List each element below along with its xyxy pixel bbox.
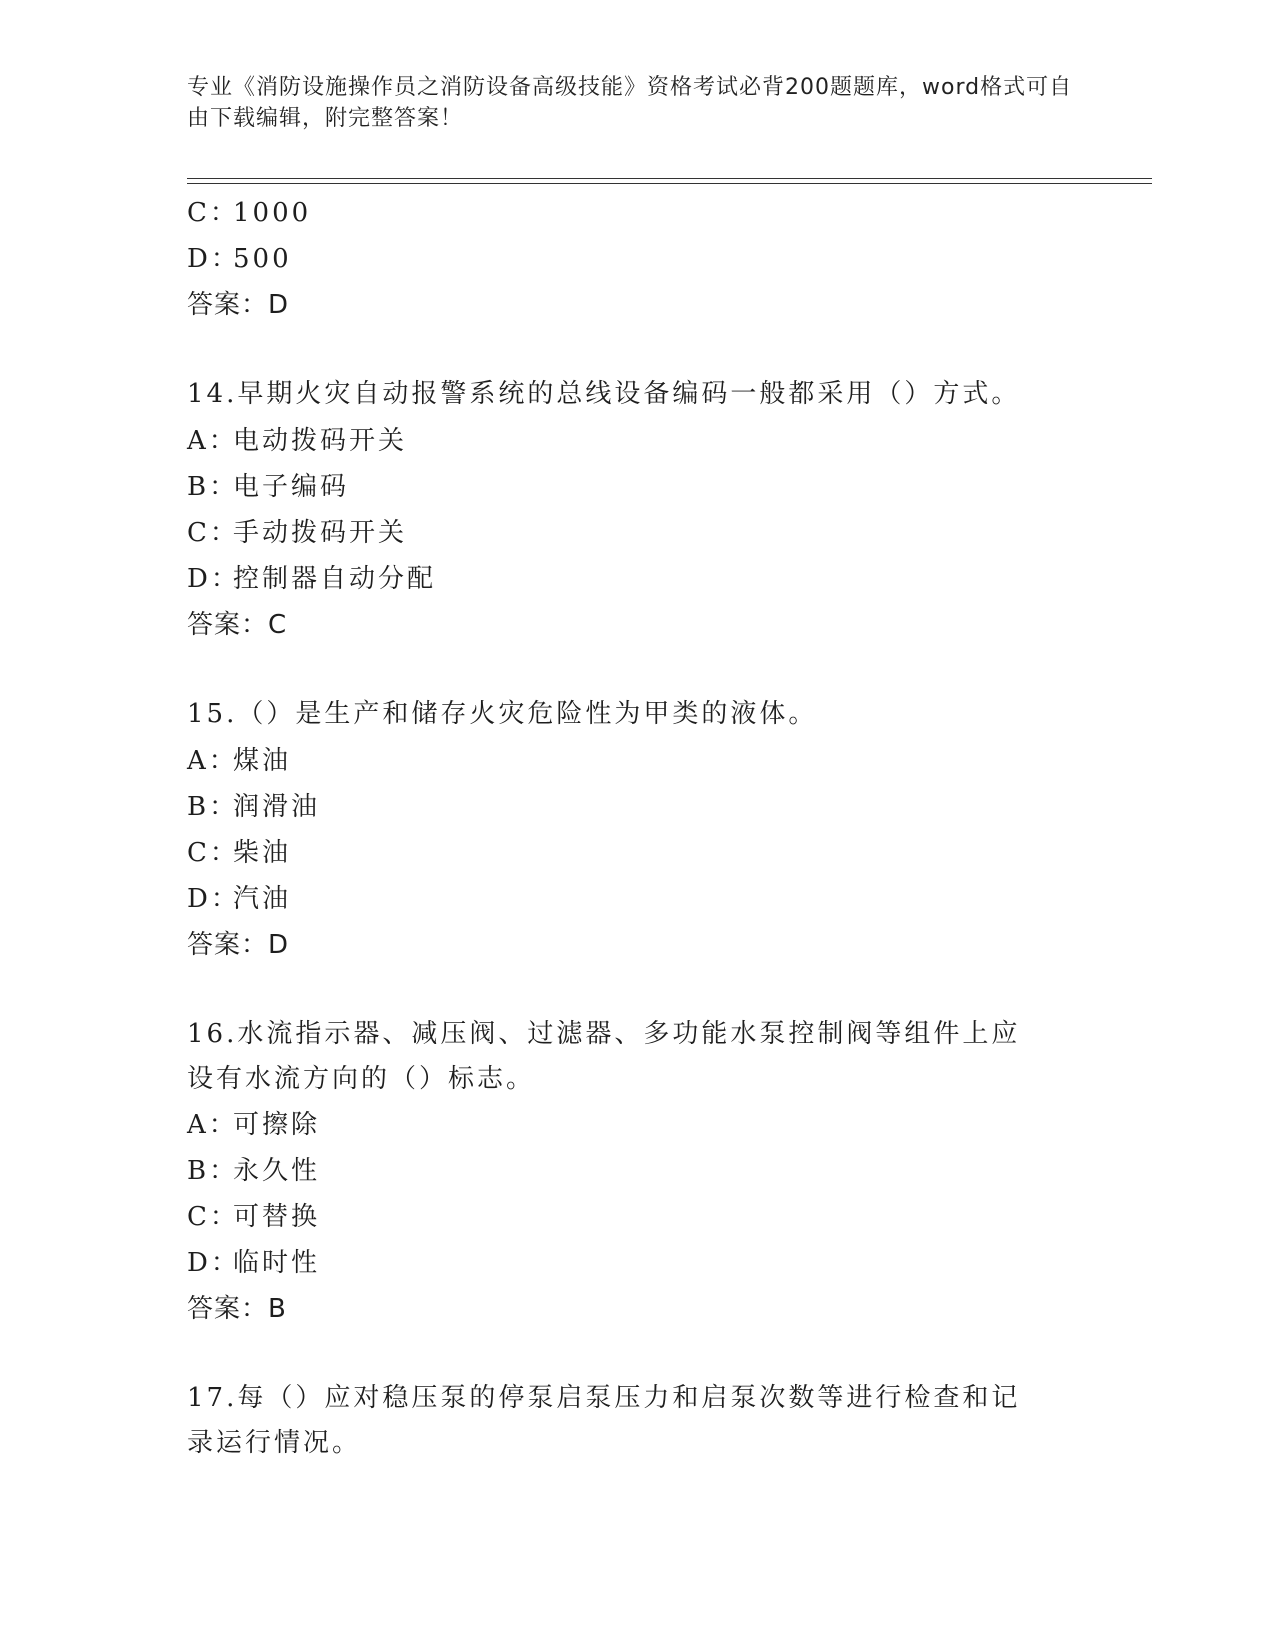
option-line [187,190,1107,236]
option-text: 临时性 [233,1248,321,1278]
option-line [187,510,1107,556]
question-stem: 16.水流指示器、减压阀、过滤器、多功能水泵控制阀等组件上应设有水流方向的（）标志。 [187,1019,1021,1094]
option-text: 500 [233,244,292,274]
option-line [187,236,1107,282]
header-divider-bottom [187,183,1152,184]
option-letter: B： [187,472,239,502]
header-divider-top [187,178,1152,179]
answer-line: 答案：D [187,290,290,320]
option-letter: B： [187,1156,239,1186]
spacer [187,968,1107,1012]
option-line [187,1194,1107,1240]
option-text: 煤油 [233,746,292,776]
question-block-prev [187,190,1107,328]
option-text: 汽油 [233,884,292,914]
option-line [187,784,1107,830]
spacer [187,648,1107,692]
question-block-15 [187,692,1107,968]
question-stem: 17.每（）应对稳压泵的停泵启泵压力和启泵次数等进行检查和记录运行情况。 [187,1383,1021,1458]
option-letter: C： [187,198,239,228]
question-block-14 [187,372,1107,648]
option-line [187,556,1107,602]
question-block-16 [187,1012,1107,1332]
answer-line: 答案：C [187,610,288,640]
option-line [187,830,1107,876]
option-line [187,1240,1107,1286]
answer-line: 答案：D [187,930,290,960]
option-text: 电动拨码开关 [233,426,408,456]
option-letter: A： [187,1110,238,1140]
question-stem: 14.早期火灾自动报警系统的总线设备编码一般都采用（）方式。 [187,379,1021,409]
option-letter: D： [187,564,240,594]
spacer [187,328,1107,372]
answer-line: 答案：B [187,1294,287,1324]
spacer [187,1332,1107,1376]
option-letter: D： [187,884,240,914]
option-text: 润滑油 [233,792,321,822]
document-header: 专业《消防设施操作员之消防设备高级技能》资格考试必背200题题库，word格式可自由下载编辑，附完整答案！ [187,75,1073,131]
option-letter: C： [187,518,239,548]
option-text: 控制器自动分配 [233,564,437,594]
option-letter: B： [187,792,239,822]
option-text: 电子编码 [233,472,350,502]
question-stem: 15.（）是生产和储存火灾危险性为甲类的液体。 [187,699,818,729]
option-text: 可替换 [233,1202,321,1232]
option-text: 永久性 [233,1156,321,1186]
option-line [187,1148,1107,1194]
option-line [187,418,1107,464]
option-text: 手动拨码开关 [233,518,408,548]
option-letter: C： [187,1202,239,1232]
option-line [187,876,1107,922]
question-block-17 [187,1376,1107,1466]
option-text: 柴油 [233,838,292,868]
option-text: 1000 [233,198,312,228]
option-text: 可擦除 [233,1110,321,1140]
option-letter: D： [187,1248,240,1278]
option-line [187,464,1107,510]
option-letter: A： [187,746,238,776]
option-line [187,1102,1107,1148]
option-line [187,738,1107,784]
question-list [187,190,1107,1466]
option-letter: C： [187,838,239,868]
option-letter: A： [187,426,238,456]
option-letter: D： [187,244,240,274]
